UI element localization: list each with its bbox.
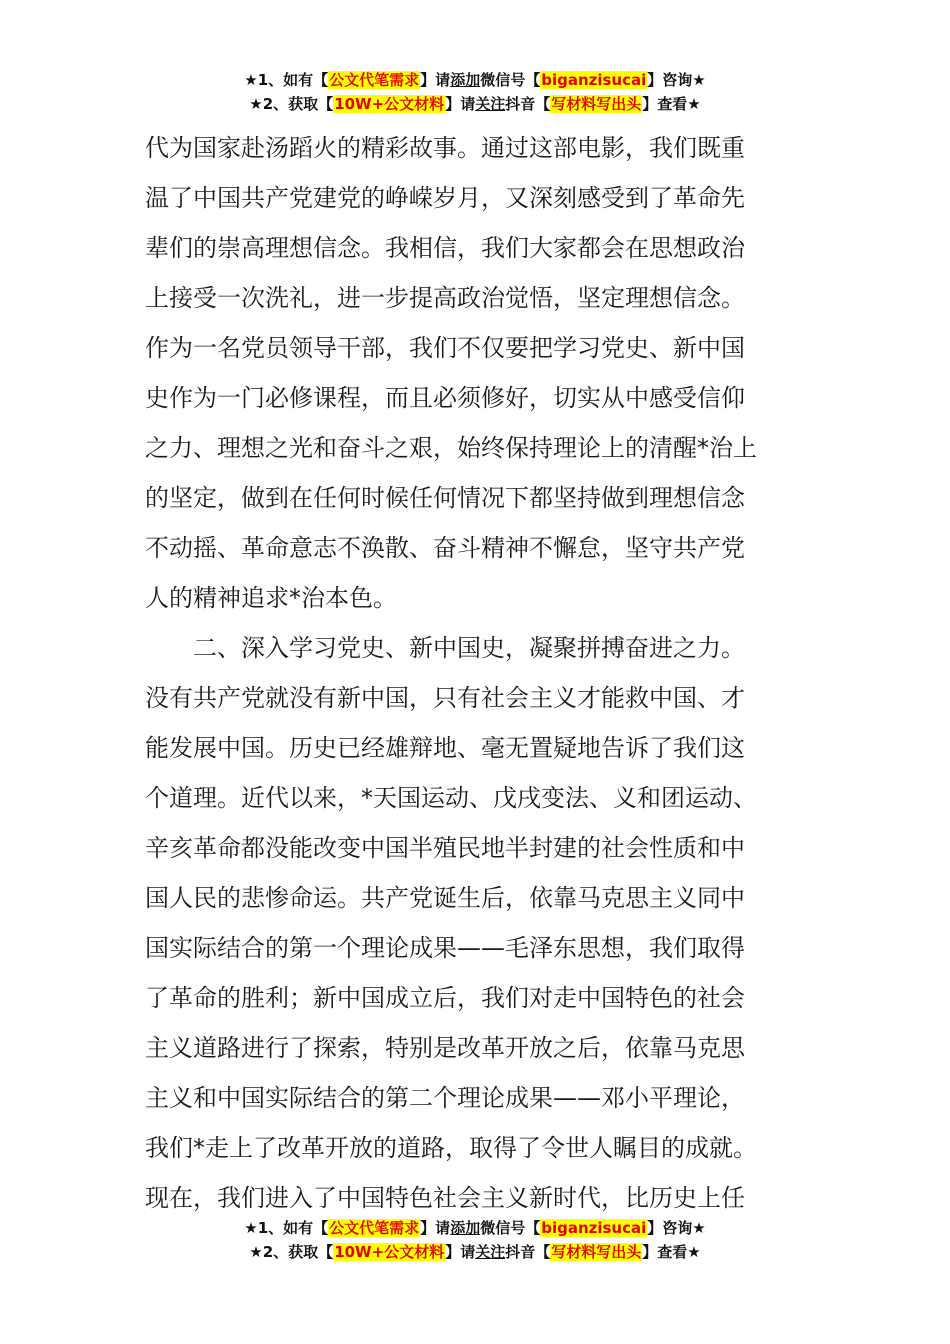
body-line: 现在，我们进入了中国特色社会主义新时代，比历史上任 (145, 1184, 745, 1212)
body-line: 之力、理想之光和奋斗之艰，始终保持理论上的清醒*治上 (145, 434, 757, 462)
body-line: 国实际结合的第一个理论成果——毛泽东思想，我们取得 (145, 934, 745, 962)
header-line-1: ★1、如有【公文代笔需求】请添加微信号【biganzisucai】咨询★ (244, 71, 706, 89)
footer-line-2: ★2、获取【10W+公文材料】请关注抖音【写材料写出头】查看★ (249, 1243, 701, 1261)
section-heading: 二、深入学习党史、新中国史，凝聚拼搏奋进之力。 (193, 634, 745, 662)
document-body (145, 123, 805, 1223)
header-highlight-wechat: biganzisucai (541, 71, 647, 89)
header-line-2: ★2、获取【10W+公文材料】请关注抖音【写材料写出头】查看★ (249, 95, 701, 113)
header-highlight-materials: 10W+公文材料 (334, 95, 445, 113)
body-line: 史作为一门必修课程，而且必须修好，切实从中感受信仰 (145, 384, 745, 412)
footer-highlight-service: 公文代笔需求 (329, 1219, 420, 1237)
body-line: 主义和中国实际结合的第二个理论成果——邓小平理论， (145, 1084, 745, 1112)
body-line: 我们*走上了改革开放的道路，取得了令世人瞩目的成就。 (145, 1134, 757, 1162)
body-line: 没有共产党就没有新中国，只有社会主义才能救中国、才 (145, 684, 745, 712)
body-line: 主义道路进行了探索，特别是改革开放之后，依靠马克思 (145, 1034, 745, 1062)
body-line: 国人民的悲惨命运。共产党诞生后，依靠马克思主义同中 (145, 884, 745, 912)
body-line: 辈们的崇高理想信念。我相信，我们大家都会在思想政治 (145, 234, 745, 262)
footer-highlight-douyin: 写材料写出头 (551, 1243, 642, 1261)
footer-line-1: ★1、如有【公文代笔需求】请添加微信号【biganzisucai】咨询★ (244, 1219, 706, 1237)
body-line: 温了中国共产党建党的峥嵘岁月，又深刻感受到了革命先 (145, 184, 745, 212)
body-line: 了革命的胜利；新中国成立后，我们对走中国特色的社会 (145, 984, 745, 1012)
body-line: 不动摇、革命意志不涣散、奋斗精神不懈怠，坚守共产党 (145, 534, 745, 562)
footer-highlight-materials: 10W+公文材料 (334, 1243, 445, 1261)
body-line: 代为国家赴汤蹈火的精彩故事。通过这部电影，我们既重 (145, 134, 745, 162)
body-line: 辛亥革命都没能改变中国半殖民地半封建的社会性质和中 (145, 834, 745, 862)
body-line: 作为一名党员领导干部，我们不仅要把学习党史、新中国 (145, 334, 745, 362)
body-line: 个道理。近代以来，*天国运动、戊戌变法、义和团运动、 (145, 784, 757, 812)
body-line: 的坚定，做到在任何时候任何情况下都坚持做到理想信念 (145, 484, 745, 512)
body-line: 上接受一次洗礼，进一步提高政治觉悟，坚定理想信念。 (145, 284, 745, 312)
body-line: 人的精神追求*治本色。 (145, 584, 397, 612)
header-banner (0, 68, 950, 116)
header-highlight-service: 公文代笔需求 (329, 71, 420, 89)
footer-highlight-wechat: biganzisucai (541, 1219, 647, 1237)
header-highlight-douyin: 写材料写出头 (551, 95, 642, 113)
footer-banner (0, 1216, 950, 1264)
body-line: 能发展中国。历史已经雄辩地、毫无置疑地告诉了我们这 (145, 734, 745, 762)
